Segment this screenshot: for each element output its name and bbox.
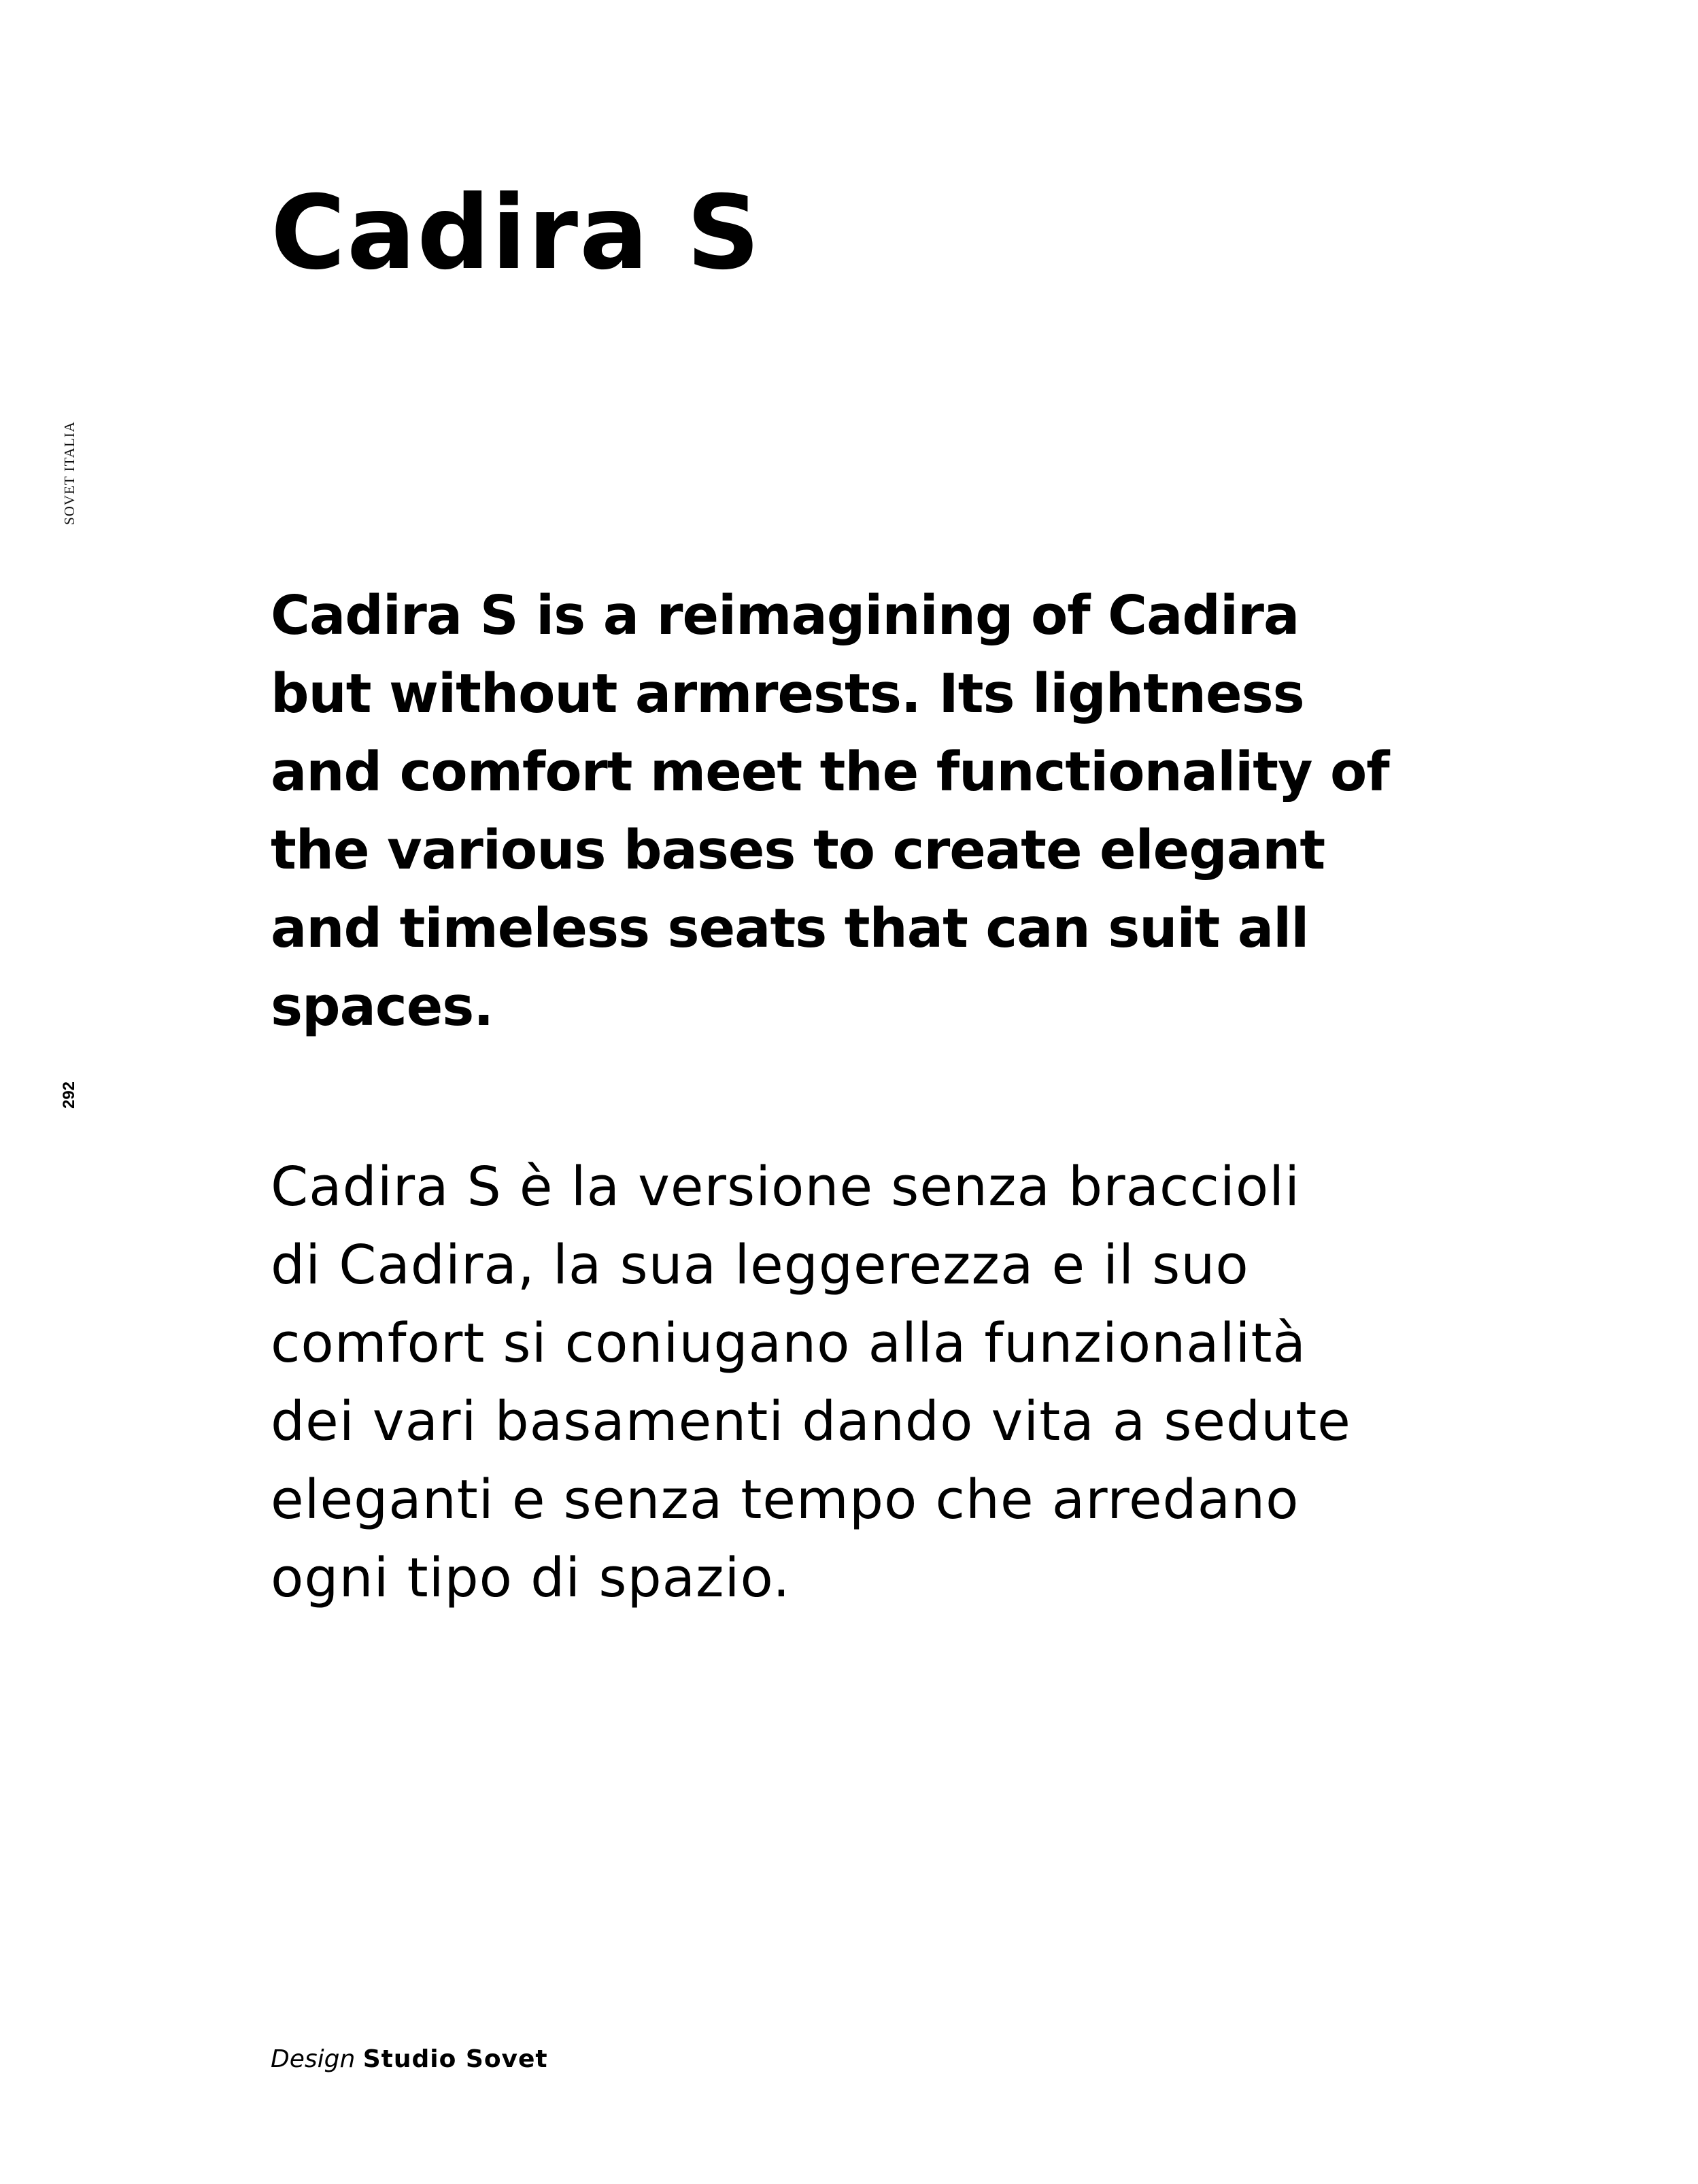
description-line: comfort si coniugano alla funzionalità: [271, 1312, 1306, 1375]
description-italian: [271, 1148, 1467, 1617]
description-line: and timeless seats that can suit all: [271, 897, 1309, 960]
designer-name: Studio Sovet: [362, 2045, 548, 2073]
page-number-text: 292: [59, 1081, 78, 1109]
description-line: Cadira S is a reimagining of Cadira: [271, 584, 1300, 647]
side-brand-label: [49, 401, 90, 544]
description-line: eleganti e senza tempo che arredano: [271, 1468, 1300, 1531]
description-line: spaces.: [271, 975, 494, 1038]
description-line: Cadira S è la versione senza braccioli: [271, 1156, 1301, 1218]
design-credit: [271, 2047, 548, 2072]
description-line: the various bases to create elegant: [271, 819, 1325, 881]
description-line: but without armrests. Its lightness: [271, 662, 1304, 725]
description-line: dei vari basamenti dando vita a sedute: [271, 1390, 1351, 1453]
description-line: di Cadira, la sua leggerezza e il suo: [271, 1234, 1249, 1296]
description-line: ogni tipo di spazio.: [271, 1547, 791, 1609]
brand-text: SOVET ITALIA: [61, 420, 78, 525]
description-english: [271, 577, 1467, 1046]
page-title: Cadira S: [271, 174, 762, 292]
design-label: Design: [271, 2045, 356, 2073]
description-line: and comfort meet the functionality of: [271, 741, 1389, 803]
page-number: [49, 1071, 90, 1119]
